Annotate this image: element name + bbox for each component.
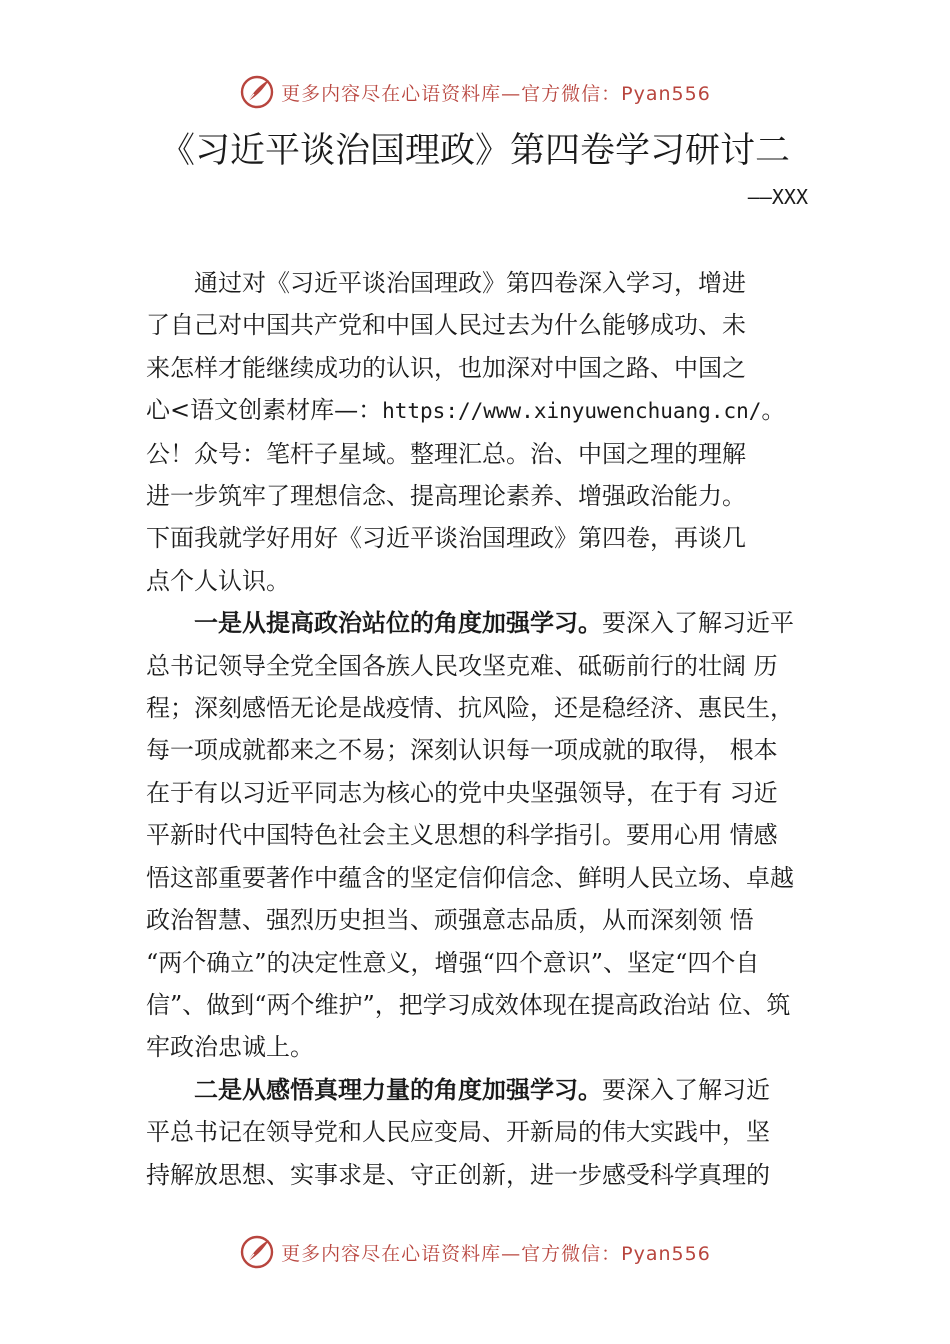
text-segment: 心<语文创素材库—： (146, 396, 383, 425)
text-line: 政治智慧、强烈历史担当、顽强意志品质，从而深刻领 悟 (146, 906, 754, 935)
text-line: 来怎样才能继续成功的认识，也加深对中国之路、中国之 (146, 353, 746, 382)
feather-pen-logo-icon (239, 1234, 275, 1270)
watermark-text (281, 1239, 711, 1266)
text-line: 悟这部重要著作中蕴含的坚定信仰信念、鲜明人民立场、卓越 (146, 863, 794, 892)
text-line (146, 602, 836, 644)
source-url: https://www.xinyuwenchuang.cn/ (382, 399, 762, 424)
text-line: 平总书记在领导党和人民应变局、开新局的伟大实践中，坚 (146, 1118, 770, 1147)
wechat-id: Pyan556 (621, 1242, 711, 1265)
watermark-label: 更多内容尽在心语资料库—官方微信： (281, 1242, 622, 1265)
footer-watermark-banner (0, 1232, 950, 1272)
author-signature: ——XXX (747, 185, 808, 209)
header-watermark-banner (0, 72, 950, 112)
document-body (146, 262, 836, 1196)
watermark-text (281, 79, 711, 106)
point-two-paragraph (146, 1069, 836, 1196)
text-line: 牢政治忠诚上。 (146, 1033, 314, 1062)
page-title: 《习近平谈治国理政》第四卷学习研讨二 (159, 131, 790, 171)
watermark-label: 更多内容尽在心语资料库—官方微信： (281, 82, 622, 105)
point-one-heading: 一是从提高政治站位的角度加强学习。 (194, 608, 602, 638)
text-segment: 要深入了解习近 (602, 1075, 770, 1104)
text-line: 下面我就学好用好《习近平谈治国理政》第四卷，再谈几 (146, 524, 746, 553)
text-line: 持解放思想、实事求是、守正创新，进一步感受科学真理的 (146, 1160, 770, 1189)
text-line: 在于有以习近平同志为核心的党中央坚强领导，在于有 习近 (146, 778, 778, 807)
text-line: 公！众号：笔杆子星域。整理汇总。治、中国之理的理解 (146, 439, 746, 468)
point-two-heading: 二是从感悟真理力量的角度加强学习。 (194, 1074, 602, 1104)
text-line: 平新时代中国特色社会主义思想的科学指引。要用心用 情感 (146, 821, 778, 850)
text-line: 每一项成就都来之不易；深刻认识每一项成就的取得， 根本 (146, 736, 778, 765)
text-line: 信”、做到“两个维护”，把学习成效体现在提高政治站 位、筑 (146, 990, 791, 1019)
feather-pen-logo-icon (239, 74, 275, 110)
text-line-with-url (146, 389, 836, 432)
text-line: 进一步筑牢了理想信念、提高理论素养、增强政治能力。 (146, 482, 746, 511)
text-segment: 。 (761, 396, 786, 425)
intro-paragraph (146, 262, 836, 602)
text-line: 通过对《习近平谈治国理政》第四卷深入学习，增进 (194, 269, 746, 297)
text-segment: 要深入了解习近平 (602, 609, 794, 638)
text-line: 程；深刻感悟无论是战疫情、抗风险，还是稳经济、惠民生， (146, 694, 794, 723)
text-line: 总书记领导全党全国各族人民攻坚克难、砥砺前行的壮阔 历 (146, 651, 778, 680)
wechat-id: Pyan556 (621, 82, 711, 105)
text-line (146, 1069, 836, 1111)
text-line: “两个确立”的决定性意义，增强“四个意识”、坚定“四个自 (146, 948, 760, 977)
text-line: 了自己对中国共产党和中国人民过去为什么能够成功、未 (146, 311, 746, 340)
text-line: 点个人认识。 (146, 566, 290, 595)
point-one-paragraph (146, 602, 836, 1068)
